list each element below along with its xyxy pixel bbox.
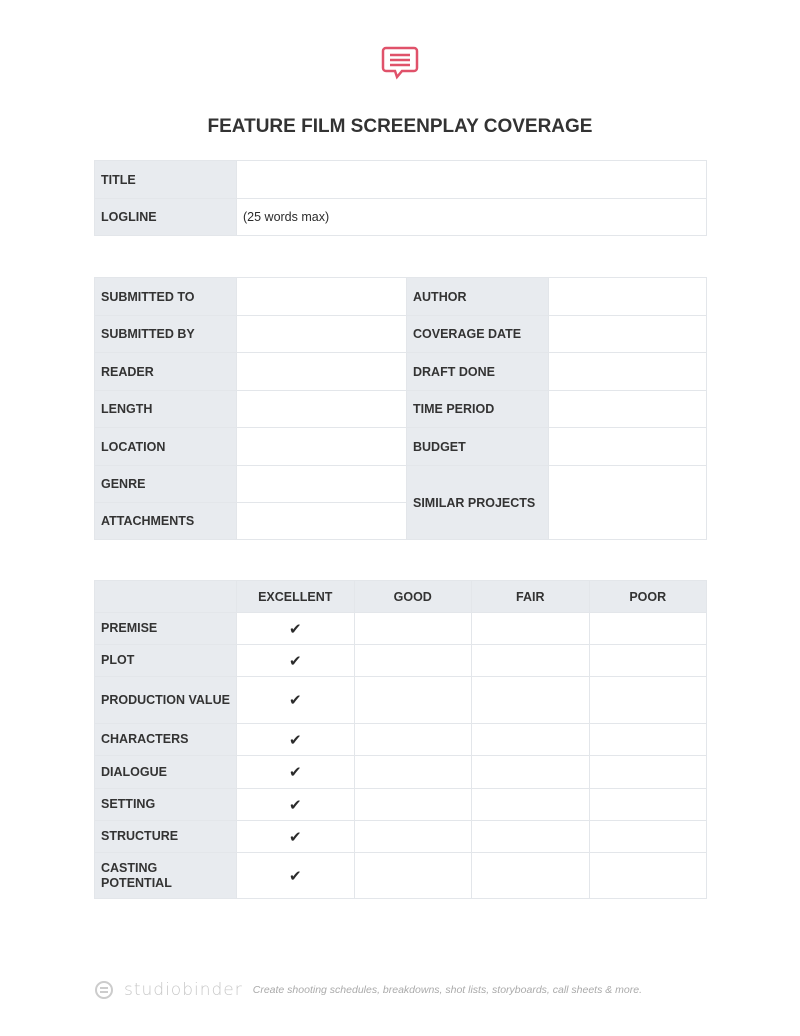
chat-bubble-icon [380,42,420,82]
rating-row [95,853,707,899]
location-field[interactable] [237,428,407,466]
plot-poor-cell[interactable] [589,645,707,677]
submitted-to-label: SUBMITTED TO [95,278,237,316]
dialogue-good-cell[interactable] [354,756,472,789]
submission-info-table [94,277,707,540]
rating-row [95,821,707,853]
column-header-excellent: EXCELLENT [237,581,355,613]
production-value-label: PRODUCTION VALUE [95,677,237,724]
casting-potential-label: CASTING POTENTIAL [95,853,237,899]
setting-label: SETTING [95,789,237,821]
dialogue-label: DIALOGUE [95,756,237,789]
checkmark-icon: ✔ [288,764,302,781]
length-label: LENGTH [95,391,237,428]
checkmark-icon: ✔ [288,867,302,885]
plot-excellent-cell[interactable] [237,645,355,677]
reader-label: READER [95,353,237,391]
dialogue-excellent-cell[interactable] [237,756,355,789]
characters-excellent-cell[interactable] [237,724,355,756]
structure-good-cell[interactable] [354,821,472,853]
similar-projects-label: SIMILAR PROJECTS [407,466,549,540]
studiobinder-logo-icon [94,980,114,1000]
draft-done-label: DRAFT DONE [407,353,549,391]
ratings-corner [95,581,237,613]
genre-label: GENRE [95,466,237,503]
brand-name: studiobinder [124,980,243,1000]
premise-poor-cell[interactable] [589,613,707,645]
checkmark-icon: ✔ [288,796,302,814]
logline-label: LOGLINE [95,199,237,236]
setting-excellent-cell[interactable] [237,789,355,821]
length-field[interactable] [237,391,407,428]
characters-poor-cell[interactable] [589,724,707,756]
plot-fair-cell[interactable] [472,645,590,677]
premise-fair-cell[interactable] [472,613,590,645]
dialogue-poor-cell[interactable] [589,756,707,789]
similar-projects-field[interactable] [549,466,707,540]
premise-good-cell[interactable] [354,613,472,645]
genre-field[interactable] [237,466,407,503]
column-header-good: GOOD [354,581,472,613]
draft-done-field[interactable] [549,353,707,391]
attachments-field[interactable] [237,503,407,540]
reader-field[interactable] [237,353,407,391]
title-label: TITLE [95,161,237,199]
production-value-good-cell[interactable] [354,677,472,724]
production-value-poor-cell[interactable] [589,677,707,724]
structure-label: STRUCTURE [95,821,237,853]
footer-tagline: Create shooting schedules, breakdowns, shot lists, storyboards, call sheets & more. [252,984,643,996]
time-period-field[interactable] [549,391,707,428]
title-field[interactable] [237,161,707,199]
checkmark-icon: ✔ [288,652,302,670]
production-value-excellent-cell[interactable] [237,677,355,724]
structure-poor-cell[interactable] [589,821,707,853]
premise-excellent-cell[interactable] [237,613,355,645]
footer [94,980,642,1000]
attachments-label: ATTACHMENTS [95,503,237,540]
checkmark-icon: ✔ [288,692,302,709]
location-label: LOCATION [95,428,237,466]
column-header-poor: POOR [589,581,707,613]
author-label: AUTHOR [407,278,549,316]
structure-excellent-cell[interactable] [237,821,355,853]
page-title: FEATURE FILM SCREENPLAY COVERAGE [207,116,593,137]
column-header-fair: FAIR [472,581,590,613]
characters-label: CHARACTERS [95,724,237,756]
dialogue-fair-cell[interactable] [472,756,590,789]
submitted-by-label: SUBMITTED BY [95,316,237,353]
casting-potential-poor-cell[interactable] [589,853,707,899]
logline-field[interactable]: (25 words max) [237,199,707,236]
premise-label: PREMISE [95,613,237,645]
submitted-to-field[interactable] [237,278,407,316]
coverage-date-label: COVERAGE DATE [407,316,549,353]
casting-potential-good-cell[interactable] [354,853,472,899]
setting-good-cell[interactable] [354,789,472,821]
coverage-date-field[interactable] [549,316,707,353]
casting-potential-fair-cell[interactable] [472,853,590,899]
plot-good-cell[interactable] [354,645,472,677]
checkmark-icon: ✔ [288,828,302,846]
checkmark-icon: ✔ [288,620,302,638]
time-period-label: TIME PERIOD [407,391,549,428]
casting-potential-excellent-cell[interactable] [237,853,355,899]
checkmark-icon: ✔ [288,731,302,749]
characters-fair-cell[interactable] [472,724,590,756]
budget-field[interactable] [549,428,707,466]
budget-label: BUDGET [407,428,549,466]
production-value-fair-cell[interactable] [472,677,590,724]
rating-row [95,789,707,821]
plot-label: PLOT [95,645,237,677]
title-logline-table [94,160,707,236]
setting-poor-cell[interactable] [589,789,707,821]
characters-good-cell[interactable] [354,724,472,756]
rating-row [95,677,707,724]
rating-row [95,724,707,756]
rating-row [95,645,707,677]
submitted-by-field[interactable] [237,316,407,353]
structure-fair-cell[interactable] [472,821,590,853]
rating-row [95,613,707,645]
author-field[interactable] [549,278,707,316]
ratings-table [94,580,707,899]
setting-fair-cell[interactable] [472,789,590,821]
rating-row [95,756,707,789]
